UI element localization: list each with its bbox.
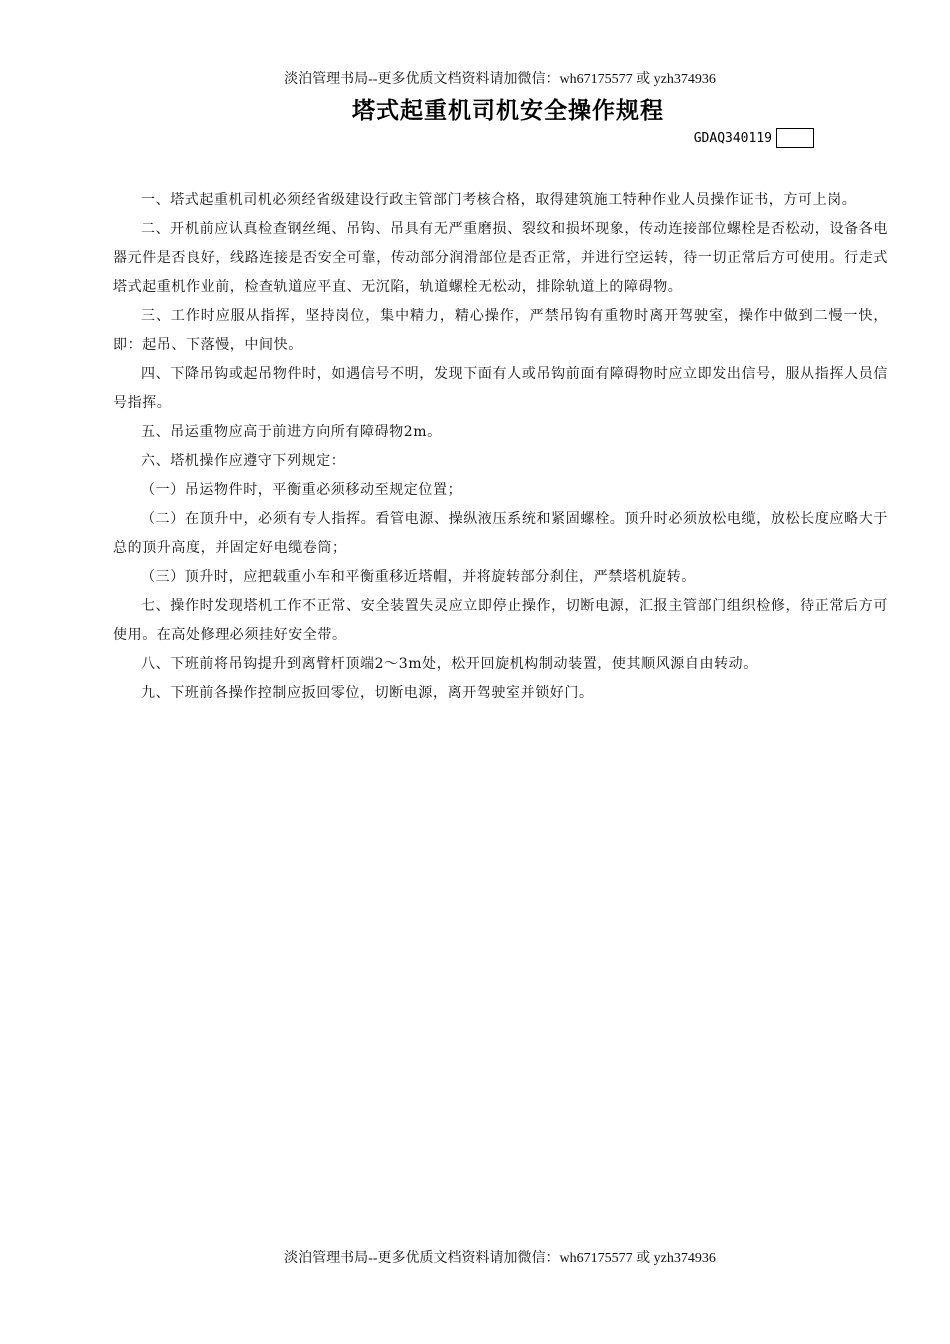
document-code: GDAQ340119 [693, 130, 772, 146]
paragraph-5: 五、吊运重物应高于前进方向所有障碍物2m。 [141, 424, 442, 440]
paragraph-6: 六、塔机操作应遵守下列规定： [141, 453, 346, 469]
paragraph-2: 二、开机前应认真检查钢丝绳、吊钩、吊具有无严重磨损、裂纹和损坏现象，传动连接部位螺栓是否松动，设备各电器元件是否良好，线路连接是否安全可靠，传动部分润滑部位是否正常，并进行空运转，待一切正常后方可使用。行走式塔式起重机作业前，检查轨道应平直、无沉陷，轨道螺栓无松动，排除轨道上的障碍物。 [113, 221, 888, 295]
footer-watermark-note: 淡泊管理书局--更多优质文档资料请加微信：wh67175577 或 yzh374936 [284, 1251, 716, 1266]
paragraph-9: 九、下班前各操作控制应扳回零位，切断电源，离开驾驶室并锁好门。 [141, 685, 594, 701]
paragraph-1: 一、塔式起重机司机必须经省级建设行政主管部门考核合格，取得建筑施工特种作业人员操作证书，方可上岗。 [141, 192, 857, 208]
page-title: 塔式起重机司机安全操作规程 [352, 98, 664, 124]
header-watermark-note: 淡泊管理书局--更多优质文档资料请加微信：wh67175577 或 yzh374936 [284, 72, 716, 87]
document-code-row [694, 128, 814, 148]
paragraph-7: 七、操作时发现塔机工作不正常、安全装置失灵应立即停止操作，切断电源，汇报主管部门组织检修，待正常后方可使用。在高处修理必须挂好安全带。 [113, 598, 888, 643]
document-code-box [776, 128, 814, 148]
paragraph-6-2: （二）在顶升中，必须有专人指挥。看管电源、操纵液压系统和紧固螺栓。顶升时必须放松电缆，放松长度应略大于总的顶升高度，并固定好电缆卷筒； [113, 511, 888, 556]
paragraph-6-3: （三）顶升时，应把载重小车和平衡重移近塔帽，并将旋转部分刹住，严禁塔机旋转。 [141, 569, 696, 585]
regulation-body [113, 186, 888, 708]
paragraph-8: 八、下班前将吊钩提升到离臂杆顶端2～3m处，松开回旋机构制动装置，使其顺风源自由转动。 [141, 656, 758, 672]
paragraph-6-1: （一）吊运物件时，平衡重必须移动至规定位置； [141, 482, 463, 498]
paragraph-4: 四、下降吊钩或起吊物件时，如遇信号不明，发现下面有人或吊钩前面有障碍物时应立即发出信号，服从指挥人员信号指挥。 [113, 366, 888, 411]
paragraph-3: 三、工作时应服从指挥，坚持岗位，集中精力，精心操作，严禁吊钩有重物时离开驾驶室，操作中做到二慢一快，即：起吊、下落慢，中间快。 [113, 308, 888, 353]
